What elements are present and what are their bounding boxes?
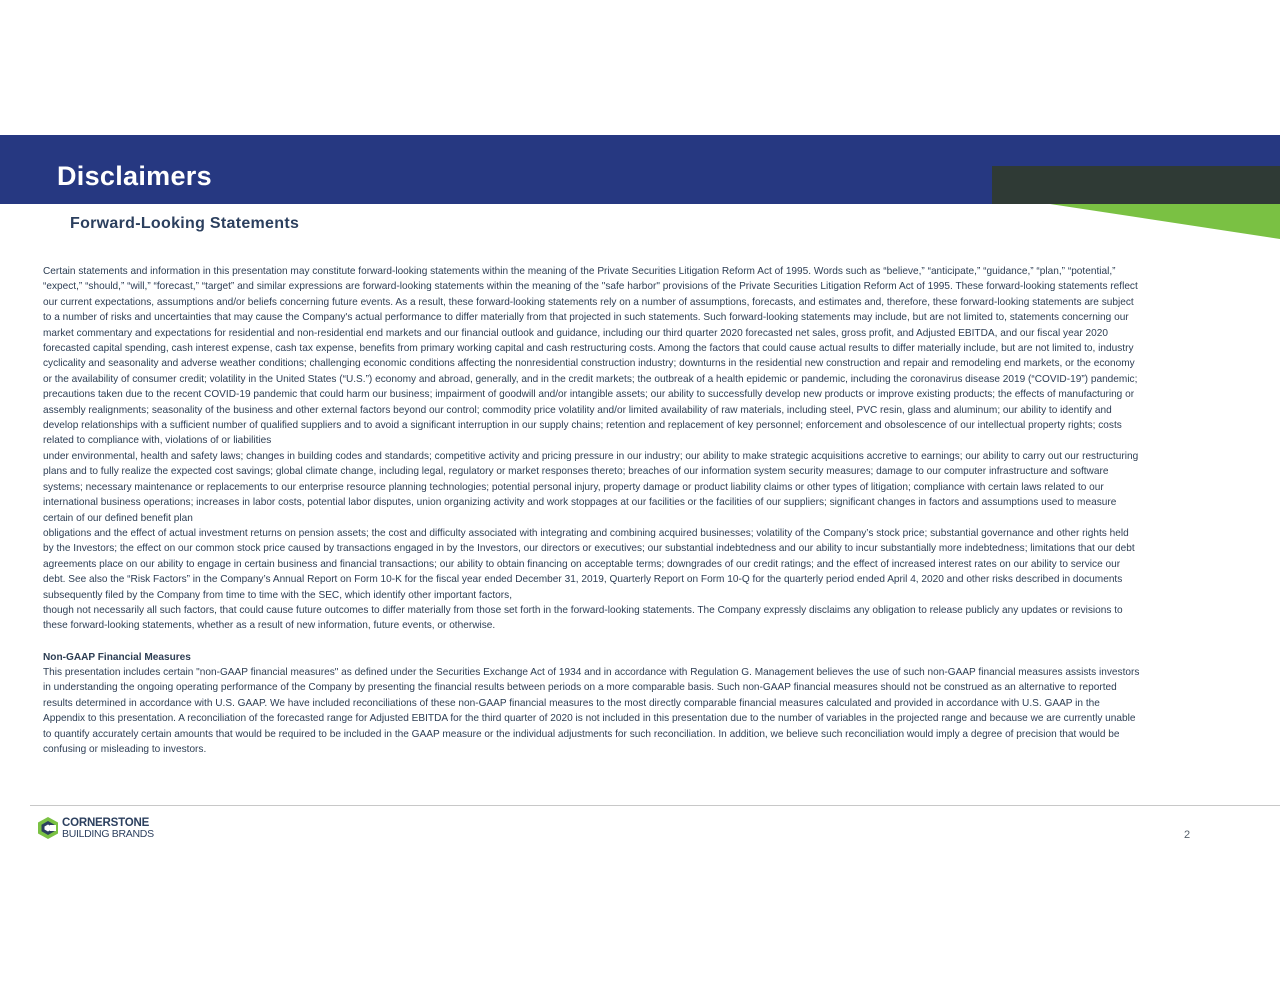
accent-green-wedge (1050, 204, 1280, 239)
text-line: Certain statements and information in this presentation may constitute forward-looking statements within the meaning of the Private Securities Litigation Reform Act of 1995. Words such as “believe,” “anticipate,” “guidance,” “plan,” “potential,” (43, 266, 1116, 277)
logo-subtitle: BUILDING BRANDS (62, 828, 154, 840)
text-line: precautions taken due to the recent COVID-19 pandemic that could harm our business; impairment of goodwill and/or intangible assets; our ability to successfully develop new products or improve existing products; the effects of manufacturing or (43, 389, 1135, 401)
text-line: confusing or misleading to investors. (43, 744, 207, 756)
page-title: Disclaimers (57, 161, 212, 191)
forward-looking-paragraph (43, 264, 1218, 634)
non-gaap-paragraph (43, 665, 1218, 757)
text-line: to quantify accurately certain amounts that would be required to be included in the GAAP measure or the individual adjustments for such reconciliation. In addition, we believe such reconciliation would imply a degree of precision that would be (43, 728, 1120, 740)
text-line: develop relationships with a sufficient number of qualified suppliers and to avoid a significant interruption in our supply chains; retention and replacement of key personnel; enforcement and obsolescence of our intellectual property rights; costs (43, 420, 1122, 432)
text-line: plans and to fully realize the expected cost savings; global climate change, including legal, regulatory or market responses thereto; breaches of our information system security measures; damage to our computer infrastructure and software (43, 466, 1109, 478)
text-line: in understanding the ongoing operating performance of the Company by presenting the financial results between periods on a more comparable basis. Such non-GAAP financial measures should not be construed as an alternative to reported (43, 682, 1117, 694)
text-line: or the availability of consumer credit; volatility in the United States (“U.S.”) economy and abroad, generally, and in the credit markets; the outbreak of a health epidemic or pandemic, including the coronavirus disease 2019 (“COVID-19”) pandemic; (43, 373, 1138, 385)
text-line: these forward-looking statements, whether as a result of new information, future events, or otherwise. (43, 620, 496, 632)
text-line: cyclicality and seasonality and adverse weather conditions; challenging economic conditions affecting the nonresidential construction industry; downturns in the residential new construction and repair and remodeling end markets, or the economy (43, 358, 1135, 370)
text-line: obligations and the effect of actual investment returns on pension assets; the cost and difficulty associated with integrating and combining acquired businesses; volatility of the Company’s stock price; substantial governance and other rights held (43, 527, 1129, 539)
text-line: “expect,” “should,” “will,” “forecast,” “target” and similar expressions are forward-looking statements within the meaning of the "safe harbor" provisions of the Private Securities Litigation Reform Act of 1995. These forward-looking statements reflect (43, 281, 1138, 293)
text-line: forecasted capital spending, cash interest expense, cash tax expense, benefits from primary working capital and cash restructuring costs. Among the factors that could cause actual results to differ materially include, but are not limited to, industry (43, 343, 1134, 355)
text-line: our current expectations, assumptions and/or beliefs concerning future events. As a result, these forward-looking statements rely on a number of assumptions, forecasts, and estimates and, therefore, these forward-looking statements are subject (43, 296, 1134, 308)
text-line: debt. See also the “Risk Factors” in the Company’s Annual Report on Form 10-K for the fiscal year ended December 31, 2019, Quarterly Report on Form 10-Q for the quarterly period ended April 4, 2020 and other risks described in documents (43, 574, 1123, 586)
text-line: Appendix to this presentation. A reconciliation of the forecasted range for Adjusted EBITDA for the third quarter of 2020 is not included in this presentation due to the number of variables in the projected range and because we are currently unable (43, 713, 1136, 725)
text-line: systems; necessary maintenance or replacements to our enterprise resource planning technologies; potential personal injury, property damage or product liability claims or other types of litigation; compliance with certain laws related to our (43, 481, 1104, 493)
accent-dark-bar (992, 166, 1280, 204)
logo-wordmark: CORNERSTONE (62, 817, 150, 829)
text-line: under environmental, health and safety laws; changes in building codes and standards; competitive activity and pricing pressure in our industry; our ability to make strategic acquisitions accretive to earnings; our ability to carry out our restructuring (43, 450, 1139, 462)
text-line: assembly realignments; seasonality of the business and other external factors beyond our control; commodity price volatility and/or limited availability of raw materials, including steel, PVC resin, glass and aluminum; our ability to identify and (43, 404, 1112, 416)
text-line: market commentary and expectations for residential and non-residential end markets and our financial outlook and guidance, including our third quarter 2020 forecasted net sales, gross profit, and Adjusted EBITDA, and our fiscal year 2020 (43, 327, 1108, 339)
text-line: results determined in accordance with U.S. GAAP. We have included reconciliations of these non-GAAP financial measures to the most directly comparable financial measures calculated and provided in accordance with U.S. GAAP in the (43, 697, 1100, 709)
text-line: to a number of risks and uncertainties that may cause the Company's actual performance to differ materially from that projected in such statements. Such forward-looking statements may include, but are not limited to, statements concerning our (43, 312, 1129, 324)
page-number: 2 (1184, 829, 1191, 841)
footer-divider (30, 805, 1280, 806)
section-subtitle: Forward-Looking Statements (70, 215, 300, 232)
text-line: subsequently filed by the Company from time to time with the SEC, which identify other important factors, (43, 589, 513, 601)
text-line: by the Investors; the effect on our common stock price caused by transactions engaged in by the Investors, our directors or executives; our substantial indebtedness and our ability to incur substantially more indebtedness; limitations that our debt (43, 543, 1135, 555)
text-line: related to compliance with, violations of or liabilities (43, 435, 272, 447)
text-line: certain of our defined benefit plan (43, 512, 193, 524)
text-line: international business operations; increases in labor costs, potential labor disputes, union organizing activity and work stoppages at our facilities or the facilities of our suppliers; significant changes in factors and assumptions used to measure (43, 497, 1117, 509)
company-logo (37, 816, 167, 842)
cornerstone-logo-icon (37, 816, 59, 840)
non-gaap-heading: Non-GAAP Financial Measures (43, 652, 191, 663)
text-line: This presentation includes certain "non-GAAP financial measures" as defined under the Securities Exchange Act of 1934 and in accordance with Regulation G. Management believes the use of such non-GAAP financial measures assists investors (43, 667, 1140, 678)
text-line: agreements place on our ability to engage in certain business and financial transactions; our ability to obtain financing on acceptable terms; downgrades of our credit ratings; and the effect of increased interest rates on our ability to service our (43, 558, 1121, 570)
text-line: though not necessarily all such factors, that could cause future outcomes to differ materially from those set forth in the forward-looking statements. The Company expressly disclaims any obligation to release publicly any updates or revisions to (43, 604, 1123, 616)
